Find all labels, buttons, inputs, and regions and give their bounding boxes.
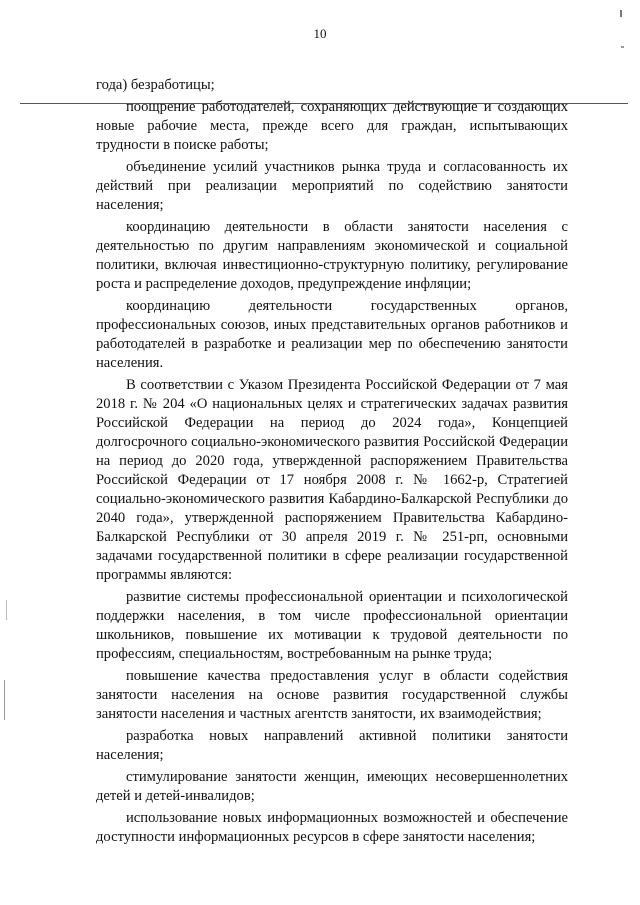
paragraph: поощрение работодателей, сохраняющих действующие и создающих новые рабочие места, прежде всего для граждан, испытывающих трудности в поиске работы; [96,99,568,153]
paragraph: использование новых информационных возможностей и обеспечение доступности информационных ресурсов в сфере занятости населения; [96,810,568,845]
scan-mark [621,46,624,48]
paragraph: координацию деятельности в области занятости населения с деятельностью по другим направлениям экономической и социальной политики, включая инвестиционно-структурную политику, регулирование роста и распределение доходов, предупреждение инфляции; [96,219,568,292]
paragraph: развитие системы профессиональной ориентации и психологической поддержки населения, в том числе профессиональной ориентации школьников, повышение их мотивации к трудовой деятельности по профессиям, специальностям, востребованным на рынке труда; [96,589,568,662]
scan-margin-line [4,680,5,720]
paragraph: В соответствии с Указом Президента Российской Федерации от 7 мая 2018 г. № 204 «О национальных целях и стратегических задачах развития Российской Федерации на период до 2024 года», Концепцией долгосрочного социально-экономического развития Российской Федерации на период до 2020 года, утвержденной распоряжением Правительства Российской Федерации от 17 ноября 2008 г. № 1662-р, Стратегией социально-экономического развития Кабардино-Балкарской Республики до 2040 года», утвержденной распоряжением Правительства Кабардино-Балкарской Республики от 30 апреля 2019 г. № 251-рп, основными задачами государственной политики в сфере реализации государственной программы являются: [96,377,568,583]
scan-margin-line [6,600,7,620]
paragraph: координацию деятельности государственных органов, профессиональных союзов, иных представительных органов работников и работодателей в разработке и реализации мер по обеспечению занятости населения. [96,298,568,371]
document-body [96,76,568,850]
paragraph: разработка новых направлений активной политики занятости населения; [96,728,568,763]
paragraph: года) безработицы; [96,77,215,93]
page-number: 10 [313,26,327,41]
paragraph: повышение качества предоставления услуг в области содействия занятости населения на основе развития государственной службы занятости населения и частных агентств занятости, их взаимодействия; [96,668,568,722]
paragraph: стимулирование занятости женщин, имеющих несовершеннолетних детей и детей-инвалидов; [96,769,568,804]
scan-mark [620,10,622,17]
paragraph: объединение усилий участников рынка труда и согласованность их действий при реализации мероприятий по содействию занятости населения; [96,159,568,213]
